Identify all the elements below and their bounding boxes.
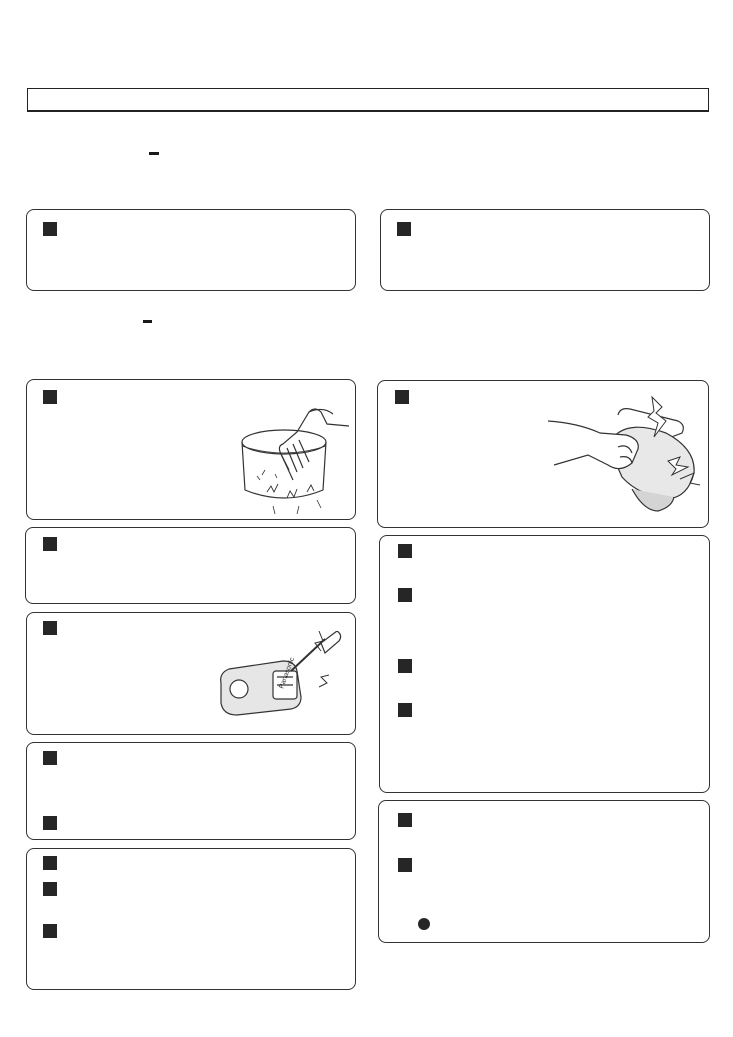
hand-on-lid-illustration: [548, 393, 702, 517]
bullet-square-icon: [43, 856, 57, 870]
bullet-square-icon: [43, 924, 57, 938]
bullet-square-icon: [43, 816, 57, 830]
bullet-square-icon: [398, 703, 412, 717]
bullet-square-icon: [398, 813, 412, 827]
bullet-square-icon: [397, 222, 411, 236]
bullet-square-icon: [395, 390, 409, 404]
warning-box-1: [26, 209, 356, 291]
bullet-square-icon: [43, 882, 57, 896]
caution-box-2: [25, 527, 356, 604]
caution-box-8: [378, 800, 710, 943]
bullet-dot-icon: [418, 918, 430, 930]
caution-box-hand-lid: [377, 380, 709, 528]
screwdriver-plug-illustration: [213, 631, 343, 721]
bullet-square-icon: [43, 222, 57, 236]
bullet-square-icon: [398, 858, 412, 872]
bullet-square-icon: [43, 751, 57, 765]
section-heading-dash-1: [149, 152, 159, 155]
bullet-square-icon: [398, 588, 412, 602]
caution-box-plug: [26, 612, 356, 735]
section-title-bar: [27, 88, 709, 112]
bullet-square-icon: [43, 537, 57, 551]
svg-text:Panasonic: Panasonic: [278, 656, 297, 690]
caution-box-7: [379, 535, 710, 793]
caution-box-4: [26, 742, 356, 840]
section-heading-dash-2: [143, 320, 152, 323]
caution-box-5: [26, 848, 356, 990]
caution-box-hand-pot: [26, 379, 356, 520]
bullet-square-icon: [43, 390, 57, 404]
bullet-square-icon: [398, 659, 412, 673]
bullet-square-icon: [43, 621, 57, 635]
hand-in-pot-illustration: [237, 402, 352, 520]
warning-box-2: [380, 209, 710, 291]
bullet-square-icon: [398, 544, 412, 558]
